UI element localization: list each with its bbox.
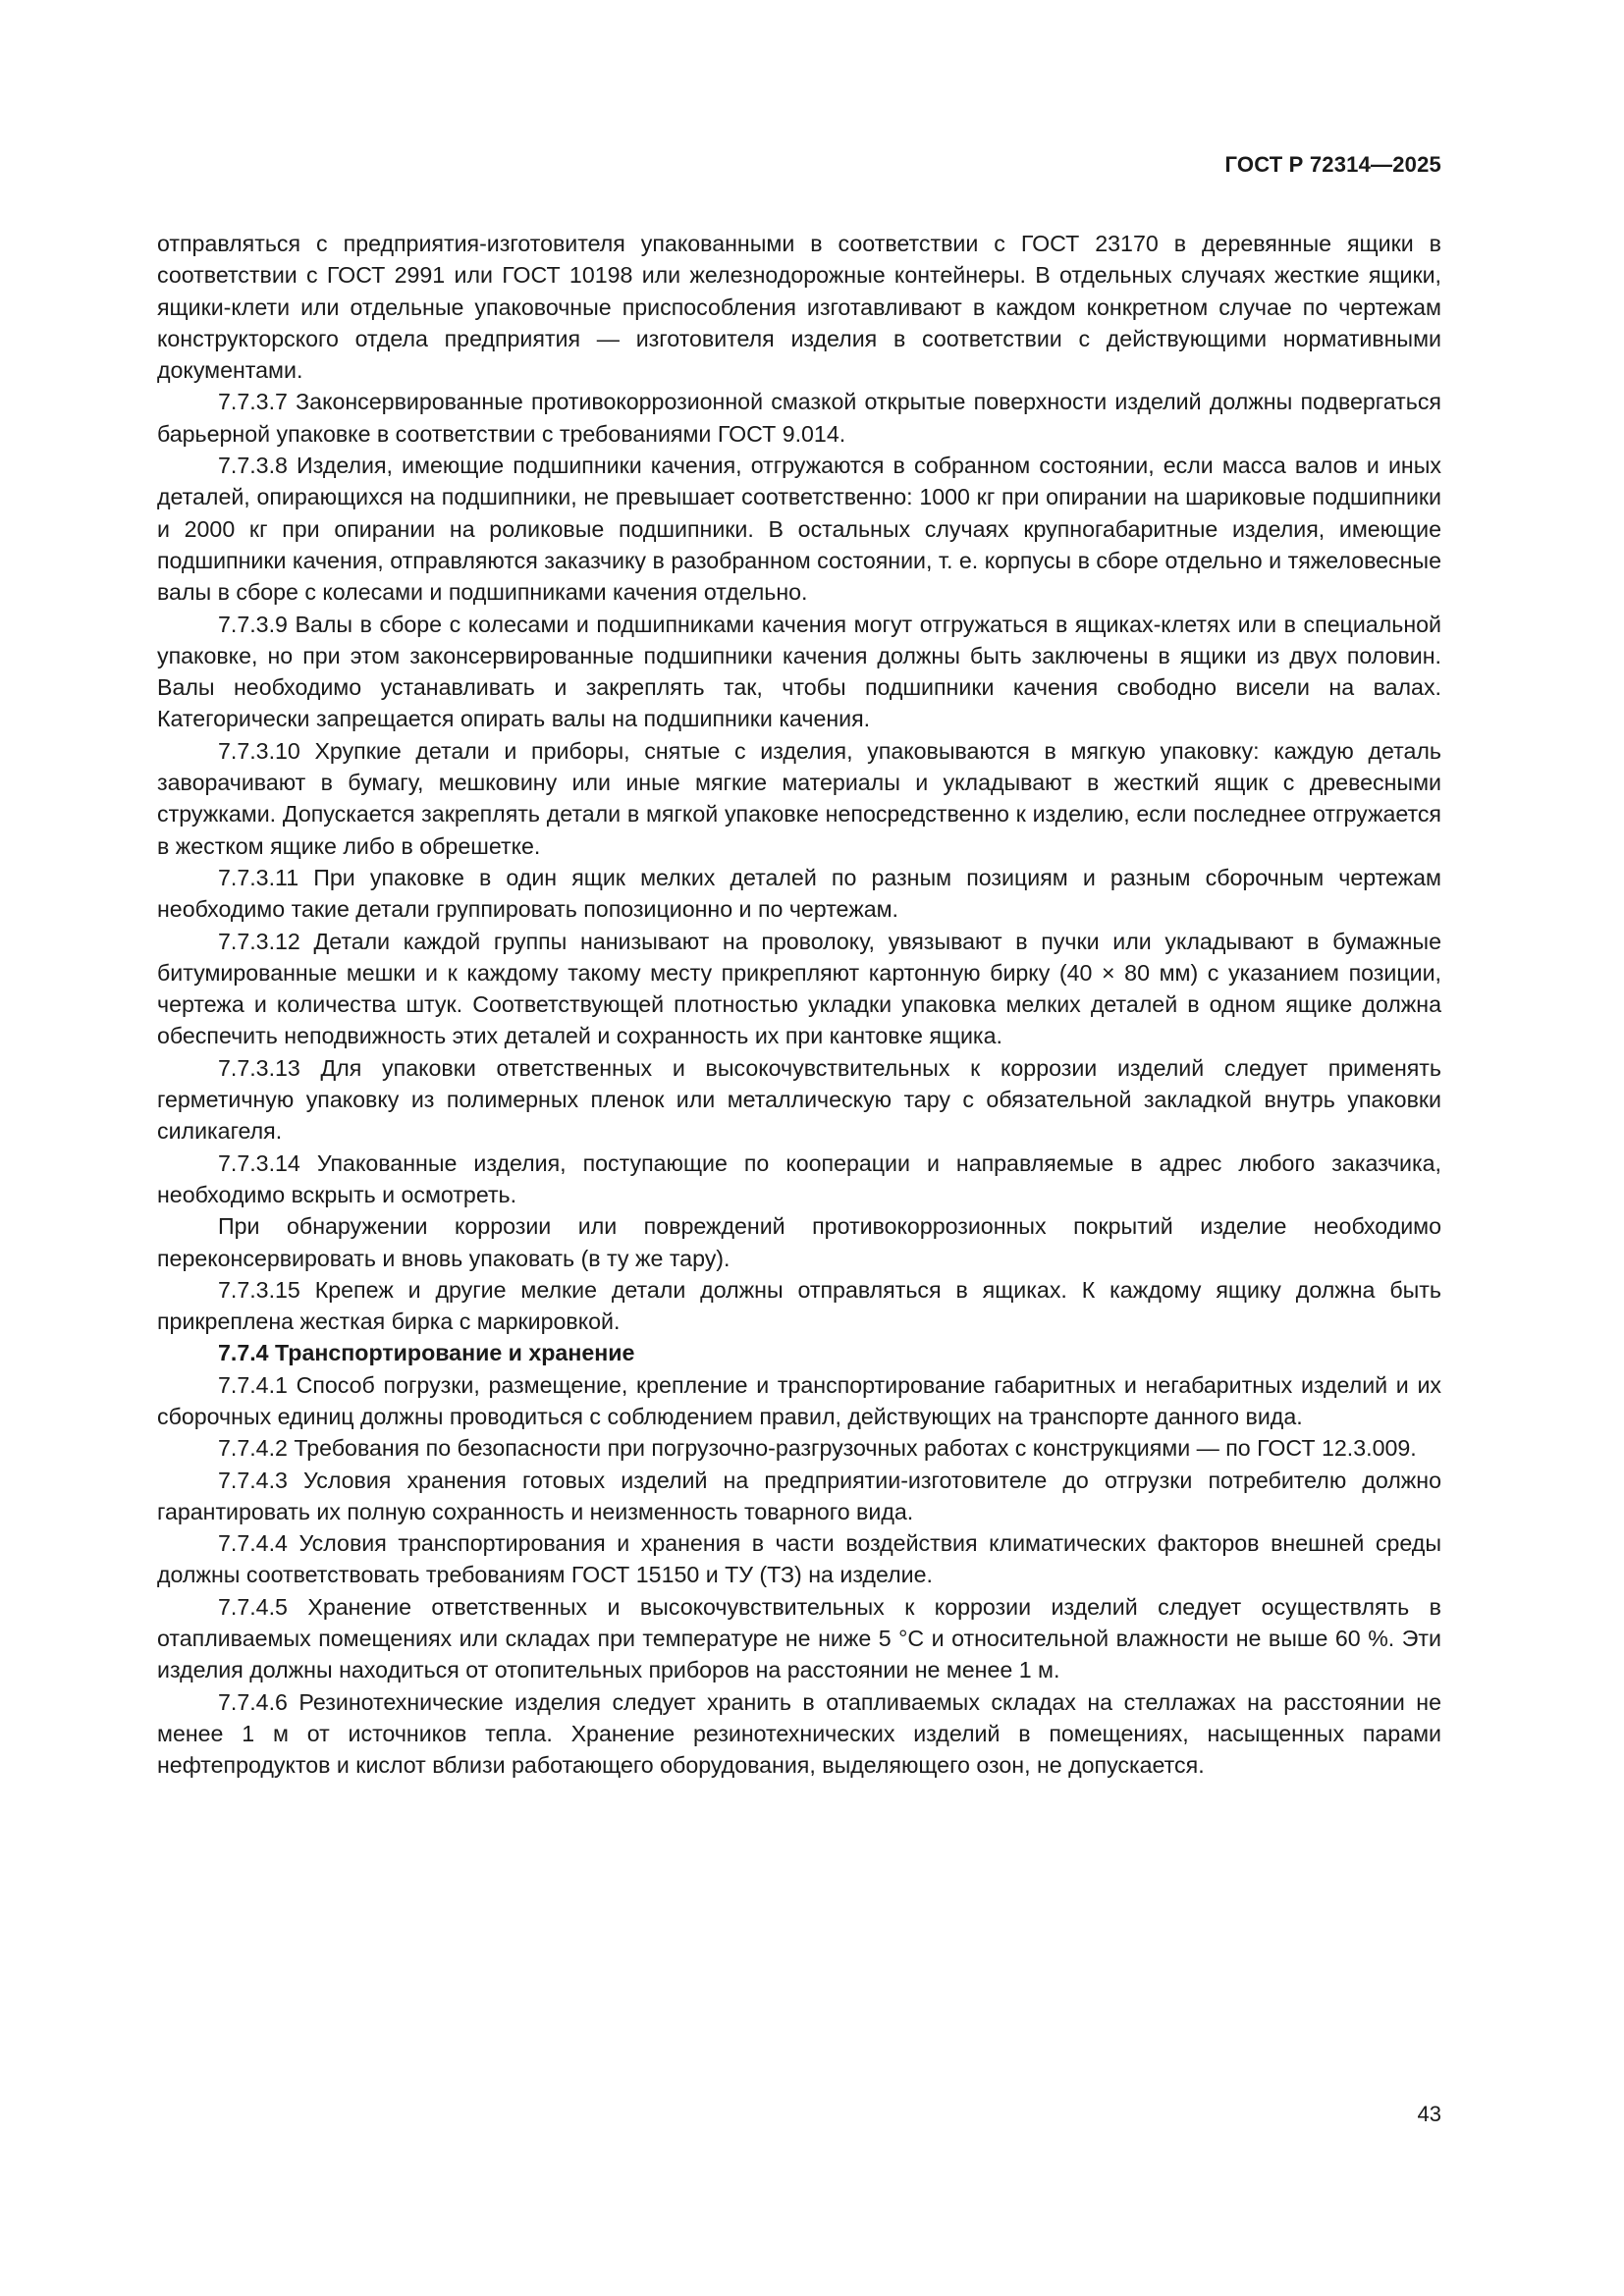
document-header: ГОСТ Р 72314—2025 <box>1224 152 1441 177</box>
paragraph-7-7-4-2 <box>157 1432 1441 1464</box>
paragraph-7-7-4-4 <box>157 1527 1441 1591</box>
paragraph-number: 7.7.3.12 <box>218 928 300 954</box>
paragraph-number: 7.7.3.8 <box>218 453 288 479</box>
paragraph-7-7-3-8 <box>157 450 1441 608</box>
section-number: 7.7.4 <box>218 1340 269 1366</box>
paragraph-text: Упакованные изделия, поступающие по кооперации и направляемые в адрес любого заказчика, необходимо вскрыть и осмотреть. <box>157 1149 1441 1207</box>
paragraph-text: Крепеж и другие мелкие детали должны отправляться в ящиках. К каждому ящику должна быть прикреплена жесткая бирка с маркировкой. <box>157 1276 1441 1335</box>
paragraph-7-7-3-7 <box>157 386 1441 450</box>
paragraph-text: Изделия, имеющие подшипники качения, отгружаются в собранном состоянии, если масса валов и иных деталей, опирающихся на подшипники, не превышает соответственно: 1000 кг при опирании на шариковые подшипники и 2000 кг при опирании на роликовые подшипники. В остальных случаях крупногабаритные изделия, имеющие подшипники качения, отправляются заказчику в разобранном состоянии, т. е. корпусы в сборе отдельно и тяжеловесные валы в сборе с колесами и подшипниками качения отдельно. <box>157 453 1441 606</box>
paragraph-number: 7.7.3.14 <box>218 1149 300 1176</box>
paragraph-text: отправляться с предприятия-изготовителя упакованными в соответствии с ГОСТ 23170 в деревянные ящики в соответствии с ГОСТ 2991 или ГОСТ 10198 или железнодорожные контейнеры. В отдельных случаях жесткие ящики, ящики-клети или отдельные упаковочные приспособления изготавливают в каждом конкретном случае по чертежам конструкторского отдела предприятия — изготовителя изделия в соответствии с действующими нормативными документами. <box>157 231 1441 384</box>
section-title: Транспортирование и хранение <box>275 1340 635 1366</box>
paragraph-number: 7.7.4.3 <box>218 1467 288 1493</box>
paragraph-number: 7.7.3.11 <box>218 864 299 890</box>
paragraph-7-7-4-1 <box>157 1369 1441 1433</box>
paragraph-7-7-4-6 <box>157 1686 1441 1782</box>
paragraph-7-7-3-9 <box>157 609 1441 735</box>
paragraph-text: Требования по безопасности при погрузочно-разгрузочных работах с конструкциями — по ГОСТ 12.3.009. <box>294 1435 1417 1462</box>
paragraph-text: Законсервированные противокоррозионной смазкой открытые поверхности изделий должны подвергаться барьерной упаковке в соответствии с требованиями ГОСТ 9.014. <box>157 389 1441 447</box>
paragraph-number: 7.7.4.5 <box>218 1593 288 1620</box>
paragraph-text: Хрупкие детали и приборы, снятые с изделия, упаковываются в мягкую упаковку: каждую деталь заворачивают в бумагу, мешковину или иные мягкие материалы и укладывают в жесткий ящик с древесными стружками. Допускается закреплять детали в мягкой упаковке непосредственно к изделию, если последнее отгружается в жестком ящике либо в обрешетке. <box>157 737 1441 859</box>
paragraph-number: 7.7.4.6 <box>218 1688 288 1715</box>
page-number: 43 <box>1417 2102 1441 2126</box>
paragraph-7-7-3-14 <box>157 1148 1441 1211</box>
paragraph-number: 7.7.3.7 <box>218 389 288 415</box>
paragraph-7-7-4-3 <box>157 1465 1441 1528</box>
paragraph-text: При обнаружении коррозии или повреждений противокоррозионных покрытий изделие необходимо переконсервировать и вновь упаковать (в ту же тару). <box>157 1213 1441 1271</box>
paragraph-number: 7.7.4.2 <box>218 1435 288 1462</box>
paragraph-7-7-3-11 <box>157 862 1441 926</box>
paragraph-text: Способ погрузки, размещение, крепление и транспортирование габаритных и негабаритных изделий и их сборочных единиц должны проводиться с соблюдением правил, действующих на транспорте данного вида. <box>157 1371 1441 1429</box>
paragraph-7-7-3-14-cont <box>157 1210 1441 1274</box>
paragraph-text: Валы в сборе с колесами и подшипниками качения могут отгружаться в ящиках-клетях или в специальной упаковке, но при этом законсервированные подшипники качения должны быть заключены в ящики из двух половин. Валы необходимо устанавливать и закреплять так, чтобы подшипники качения свободно висели на валах. Категорически запрещается опирать валы на подшипники качения. <box>157 611 1441 732</box>
paragraph-continuation <box>157 228 1441 386</box>
paragraph-text: Условия хранения готовых изделий на предприятии-изготовителе до отгрузки потребителю должно гарантировать их полную сохранность и неизменность товарного вида. <box>157 1467 1441 1524</box>
section-heading-7-7-4 <box>157 1337 1441 1368</box>
paragraph-7-7-3-15 <box>157 1274 1441 1338</box>
paragraph-number: 7.7.3.10 <box>218 737 300 764</box>
paragraph-text: Условия транспортирования и хранения в части воздействия климатических факторов внешней среды должны соответствовать требованиям ГОСТ 15150 и ТУ (ТЗ) на изделие. <box>157 1530 1441 1588</box>
paragraph-number: 7.7.3.15 <box>218 1276 300 1303</box>
paragraph-7-7-3-13 <box>157 1052 1441 1148</box>
paragraph-number: 7.7.3.13 <box>218 1054 300 1081</box>
paragraph-number: 7.7.4.4 <box>218 1530 288 1557</box>
paragraph-7-7-3-12 <box>157 926 1441 1052</box>
paragraph-number: 7.7.3.9 <box>218 611 288 637</box>
paragraph-text: При упаковке в один ящик мелких деталей по разным позициям и разным сборочным чертежам необходимо такие детали группировать попозиционно и по чертежам. <box>157 864 1441 923</box>
paragraph-7-7-4-5 <box>157 1591 1441 1686</box>
paragraph-text: Хранение ответственных и высокочувствительных к коррозии изделий следует осуществлять в отапливаемых помещениях или складах при температуре не ниже 5 °С и относительной влажности не выше 60 %. Эти изделия должны находиться от отопительных приборов на расстоянии не менее 1 м. <box>157 1593 1441 1683</box>
paragraph-7-7-3-10 <box>157 735 1441 862</box>
paragraph-text: Детали каждой группы нанизывают на проволоку, увязывают в пучки или укладывают в бумажные битумированные мешки и к каждому такому месту прикрепляют картонную бирку (40 × 80 мм) с указанием позиции, чертежа и количества штук. Соответствующей плотностью укладки упаковка мелких деталей в одном ящике должна обеспечить неподвижность этих деталей и сохранность их при кантовке ящика. <box>157 928 1441 1049</box>
paragraph-text: Резинотехнические изделия следует хранить в отапливаемых складах на стеллажах на расстоянии не менее 1 м от источников тепла. Хранение резинотехнических изделий в помещениях, насыщенных парами нефтепродуктов и кислот вблизи работающего оборудования, выделяющего озон, не допускается. <box>157 1688 1441 1779</box>
document-body <box>157 228 1441 1782</box>
paragraph-number: 7.7.4.1 <box>218 1371 288 1398</box>
paragraph-text: Для упаковки ответственных и высокочувствительных к коррозии изделий следует применять герметичную упаковку из полимерных пленок или металлическую тару с обязательной закладкой внутрь упаковки силикагеля. <box>157 1054 1442 1145</box>
